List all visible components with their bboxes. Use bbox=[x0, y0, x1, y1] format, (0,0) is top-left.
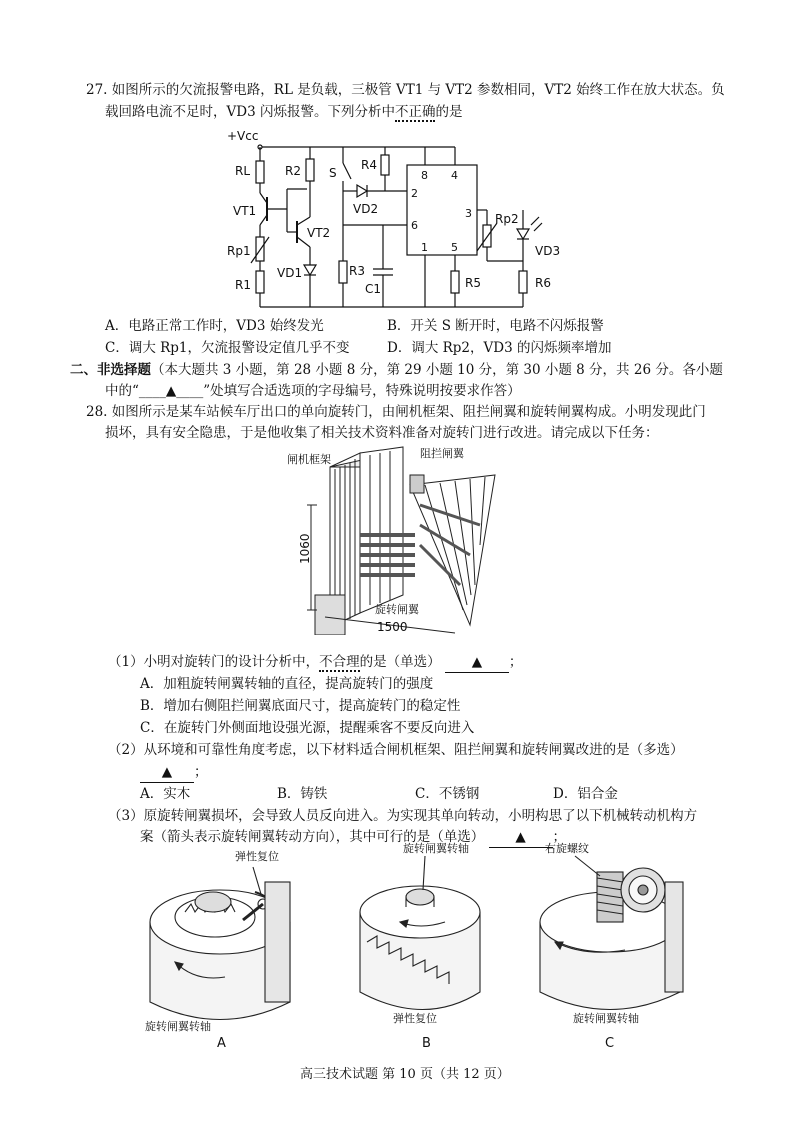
q28-sub1-stem: （1）小明对旋转门的设计分析中，不合理的是（单选） ▲ ； bbox=[108, 652, 522, 673]
label-block-wing: 阻拦闸翼 bbox=[420, 447, 464, 460]
sub1-option-c: C．在旋转门外侧面地设强光源，提醒乘客不要反向进入 bbox=[140, 720, 475, 736]
sub1-option-b: B．增加右侧阻拦闸翼底面尺寸，提高旋转门的稳定性 bbox=[140, 698, 461, 714]
mechanism-c bbox=[540, 842, 683, 1051]
resistor-r5 bbox=[451, 271, 459, 293]
mech-b-letter: B bbox=[422, 1036, 431, 1051]
mech-a-top-label: 弹性复位 bbox=[235, 850, 279, 863]
mechanism-options-figure bbox=[135, 842, 685, 1052]
q27-line1: 27. 如图所示的欠流报警电路，RL 是负载，三极管 VT1 与 VT2 参数相同，VT2 始终工作在放大状态。负 bbox=[86, 82, 725, 98]
sub2-option-d: D．铝合金 bbox=[553, 786, 618, 802]
svg-text:R4: R4 bbox=[361, 158, 377, 172]
section2-line2: 中的“____▲____”处填写合适选项的字母编号，特殊说明按要求作答） bbox=[105, 383, 521, 399]
q27-line2: 载回路电流不足时，VD3 闪烁报警。下列分析中不正确的是 bbox=[105, 104, 463, 120]
svg-text:5: 5 bbox=[451, 241, 458, 254]
resistor-r2 bbox=[306, 159, 314, 181]
alarm-circuit-diagram bbox=[225, 125, 585, 315]
svg-text:R6: R6 bbox=[535, 276, 551, 290]
svg-text:6: 6 bbox=[411, 219, 418, 232]
mechanism-a bbox=[145, 849, 290, 1051]
section2-line1: 二、非选择题（本大题共 3 小题，第 28 小题 8 分，第 29 小题 10 分，第 30 小题 8 分，共 26 分。各小题 bbox=[70, 362, 723, 378]
mech-c-bottom-label: 旋转闸翼转轴 bbox=[573, 1012, 639, 1025]
led-vd3 bbox=[517, 229, 529, 239]
mech-a-letter: A bbox=[217, 1036, 226, 1051]
dim-width: 1500 bbox=[377, 620, 408, 634]
resistor-r4 bbox=[381, 155, 389, 175]
page-footer: 高三技术试题 第 10 页（共 12 页） bbox=[300, 1067, 510, 1082]
q28-sub2-stem: （2）从环境和可靠性角度考虑，以下材料适合闸机框架、阻拦闸翼和旋转闸翼改进的是（多选） bbox=[108, 742, 684, 758]
mechanism-b bbox=[360, 842, 480, 1051]
resistor-r1 bbox=[256, 271, 264, 293]
mech-c-letter: C bbox=[605, 1036, 615, 1051]
svg-text:VT2: VT2 bbox=[307, 226, 331, 240]
q27-number: 27. bbox=[86, 82, 108, 98]
sub1-emphasis: 不合理 bbox=[319, 654, 360, 670]
label-frame: 闸机框架 bbox=[287, 453, 331, 466]
svg-text:R2: R2 bbox=[285, 164, 301, 178]
svg-text:VD1: VD1 bbox=[277, 266, 303, 280]
svg-text:R3: R3 bbox=[349, 264, 365, 278]
svg-text:Rp2: Rp2 bbox=[495, 212, 519, 226]
q27-option-b: B．开关 S 断开时，电路不闪烁报警 bbox=[387, 318, 604, 334]
sub1-option-a: A．加粗旋转闸翼转轴的直径，提高旋转门的强度 bbox=[140, 676, 434, 692]
svg-text:8: 8 bbox=[421, 169, 428, 182]
svg-text:C1: C1 bbox=[365, 282, 382, 296]
sub1-answer-blank[interactable]: ▲ bbox=[445, 652, 509, 673]
turnstile-figure bbox=[285, 445, 500, 635]
svg-text:Rp1: Rp1 bbox=[227, 244, 251, 258]
sub2-option-a: A．实木 bbox=[140, 786, 191, 802]
svg-text:VD2: VD2 bbox=[353, 202, 379, 216]
svg-text:3: 3 bbox=[465, 207, 472, 220]
svg-text:S: S bbox=[329, 166, 337, 180]
sub2-option-b: B．铸铁 bbox=[277, 786, 328, 802]
mech-b-top-label: 旋转闸翼转轴 bbox=[403, 842, 469, 855]
q28-line2: 损坏，具有安全隐患，于是他收集了相关技术资料准备对旋转门进行改进。请完成以下任务： bbox=[105, 425, 659, 441]
mech-a-bottom-label: 旋转闸翼转轴 bbox=[145, 1020, 211, 1033]
svg-text:4: 4 bbox=[451, 169, 458, 182]
q27-option-d: D．调大 Rp2，VD3 的闪烁频率增加 bbox=[387, 340, 612, 356]
resistor-r3 bbox=[339, 261, 347, 283]
sub3-answer-blank[interactable]: ▲ bbox=[489, 827, 553, 848]
svg-text:VT1: VT1 bbox=[233, 204, 257, 218]
svg-text:RL: RL bbox=[235, 164, 251, 178]
resistor-r6 bbox=[519, 271, 527, 293]
q28-sub2-blank-line: ▲ ； bbox=[140, 762, 208, 783]
q28-line1: 28. 如图所示是某车站候车厅出口的单向旋转门，由闸机框架、阻拦闸翼和旋转闸翼构成。小明发现此门 bbox=[86, 404, 706, 420]
q27-option-a: A．电路正常工作时，VD3 始终发光 bbox=[105, 318, 324, 334]
label-rotate-wing: 旋转闸翼 bbox=[375, 603, 419, 616]
svg-text:R1: R1 bbox=[235, 278, 251, 292]
svg-text:VD3: VD3 bbox=[535, 244, 561, 258]
mech-b-bottom-label: 弹性复位 bbox=[393, 1012, 437, 1025]
diode-vd2 bbox=[357, 185, 367, 197]
sub2-option-c: C．不锈钢 bbox=[415, 786, 480, 802]
svg-text:1: 1 bbox=[421, 241, 428, 254]
q27-emphasis: 不正确 bbox=[394, 104, 436, 120]
dim-height: 1060 bbox=[298, 533, 312, 564]
resistor-rl bbox=[256, 161, 264, 183]
svg-text:2: 2 bbox=[411, 187, 418, 200]
section2-heading: 二、非选择题 bbox=[70, 362, 151, 378]
q28-sub3-line2: 案（箭头表示旋转闸翼转动方向），其中可行的是（单选） ▲ ； bbox=[140, 827, 566, 848]
label-vcc: +Vcc bbox=[227, 129, 259, 143]
svg-text:R5: R5 bbox=[465, 276, 481, 290]
q28-sub3-line1: （3）原旋转闸翼损坏，会导致人员反向进入。为实现其单向转动，小明构思了以下机械转动机构方 bbox=[108, 808, 698, 824]
sub2-answer-blank[interactable]: ▲ bbox=[140, 762, 194, 783]
mech-c-top-label: 右旋螺纹 bbox=[545, 842, 589, 855]
q27-option-c: C．调大 Rp1，欠流报警设定值几乎不变 bbox=[105, 340, 350, 356]
diode-vd1 bbox=[304, 265, 316, 275]
